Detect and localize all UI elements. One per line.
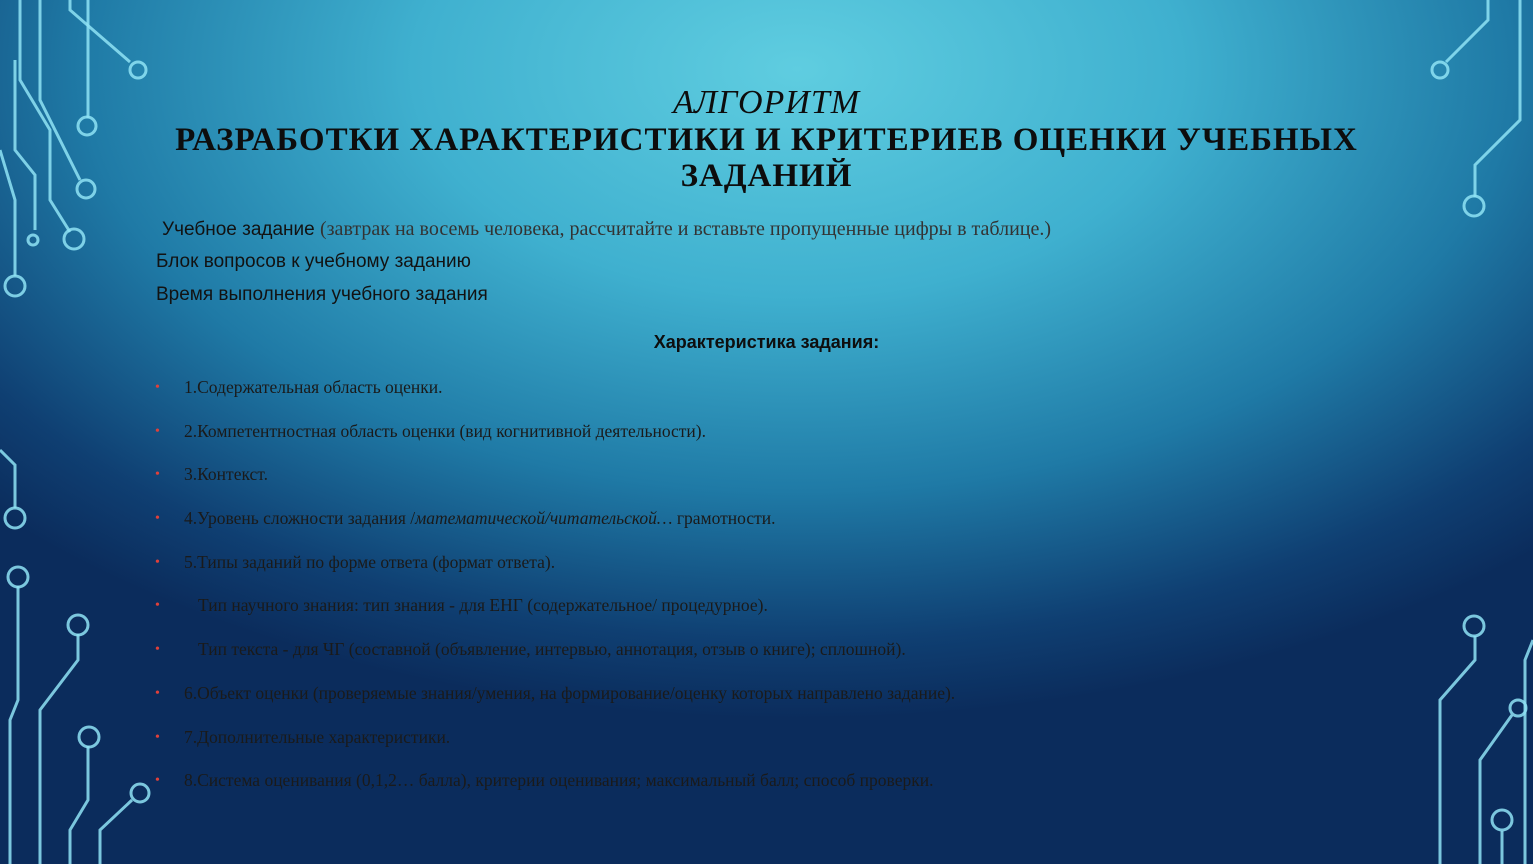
time-label: Время выполнения учебного задания: [156, 284, 488, 305]
list-item-text: 3.Контекст.: [184, 464, 268, 485]
slide-title: [0, 84, 1533, 194]
circuit-decoration-bottom-right: [1420, 600, 1533, 864]
title-line-1: АЛГОРИТМ: [672, 84, 861, 121]
questions-block-label: Блок вопросов к учебному заданию: [156, 251, 471, 272]
characteristics-list: [155, 376, 955, 813]
list-item-text: 6.Объект оценки (проверяемые знания/умения, на формирование/оценку которых направлено задание).: [184, 682, 956, 703]
list-item: [155, 551, 955, 595]
bullet-icon: •: [155, 380, 160, 395]
task-detail: (завтрак на восемь человека, рассчитайте и вставьте пропущенные цифры в таблице.): [320, 218, 1052, 240]
list-item: [155, 769, 955, 813]
list-item: [155, 726, 955, 770]
title-line-2: РАЗРАБОТКИ ХАРАКТЕРИСТИКИ И КРИТЕРИЕВ ОЦЕНКИ УЧЕБНЫХ ЗАДАНИЙ: [175, 122, 1358, 194]
list-item-text: 2.Компетентностная область оценки (вид когнитивной деятельности).: [184, 420, 707, 441]
list-item-italic: математической/читательской…: [415, 508, 673, 529]
list-item-text: Тип научного знания: тип знания - для ЕНГ (содержательное/ процедурное).: [198, 595, 768, 616]
bullet-icon: •: [155, 642, 160, 658]
list-item-text: 4.Уровень сложности задания /: [184, 508, 416, 529]
task-label: Учебное задание: [162, 219, 315, 240]
list-item: [155, 420, 955, 464]
intro-block: [156, 216, 1051, 315]
circuit-decoration-bottom-left: [0, 440, 160, 864]
bullet-icon: •: [155, 511, 160, 527]
bullet-icon: •: [155, 423, 160, 439]
characteristics-heading: Характеристика задания:: [653, 332, 880, 352]
task-row: [156, 216, 1051, 249]
bullet-icon: •: [155, 685, 160, 701]
bullet-icon: •: [155, 598, 160, 614]
list-item: [155, 507, 955, 551]
list-item: [155, 594, 955, 638]
list-item-text: Тип текста - для ЧГ (составной (объявление, интервью, аннотация, отзыв о книге); сплошной).: [198, 639, 906, 660]
list-item: [155, 638, 955, 682]
list-item: [155, 463, 955, 507]
list-item: [155, 376, 955, 420]
bullet-icon: •: [155, 554, 160, 570]
bullet-icon: •: [155, 773, 160, 789]
list-item-text-end: грамотности.: [672, 508, 776, 529]
list-item-text: 7.Дополнительные характеристики.: [184, 726, 451, 747]
list-item-text: 8.Система оценивания (0,1,2… балла), критерии оценивания; максимальный балл; способ проверки.: [184, 770, 934, 791]
list-item: [155, 682, 955, 726]
list-item-text: 5.Типы заданий по форме ответа (формат ответа).: [184, 551, 556, 572]
list-item-text: 1.Содержательная область оценки.: [184, 377, 443, 397]
bullet-icon: •: [155, 729, 160, 745]
bullet-icon: •: [155, 467, 160, 483]
